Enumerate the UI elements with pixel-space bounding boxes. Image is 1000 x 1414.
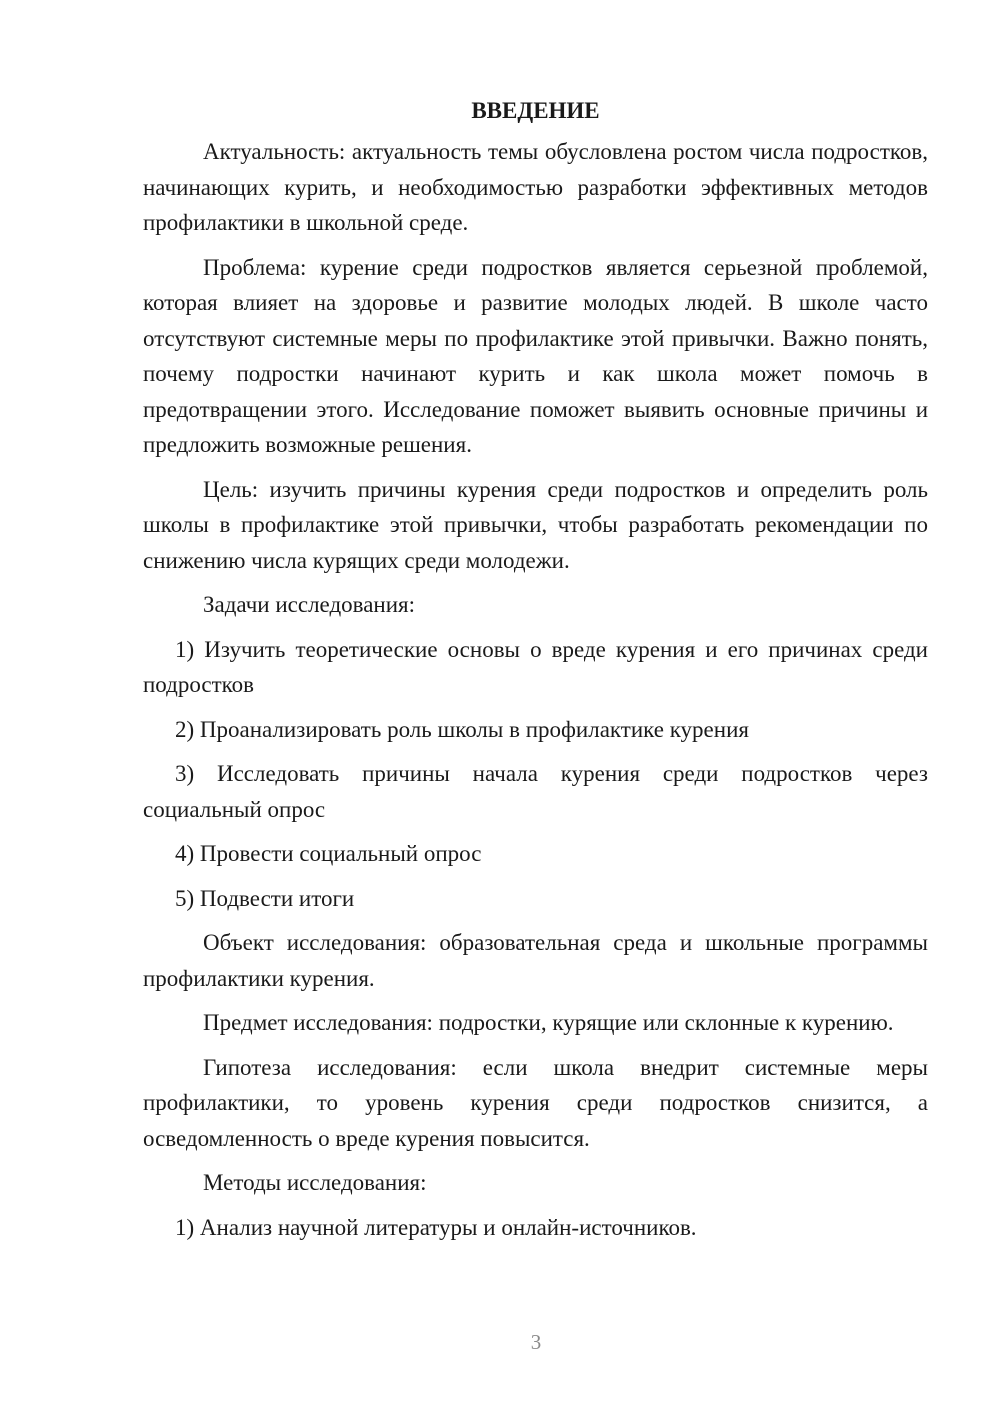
task-item-3: 3) Исследовать причины начала курения среди подростков через социальный опрос xyxy=(143,761,928,822)
paragraph-relevance: Актуальность: актуальность темы обусловлена ростом числа подростков, начинающих курить, и необходимостью разработки эффективных методов профилактики в школьной среде. xyxy=(143,139,928,235)
tasks-heading: Задачи исследования: xyxy=(203,592,416,617)
paragraph-object: Объект исследования: образовательная среда и школьные программы профилактики курения. xyxy=(143,930,928,991)
section-title: ВВЕДЕНИЕ xyxy=(471,98,600,123)
document-body xyxy=(143,96,928,1254)
paragraph-goal: Цель: изучить причины курения среди подростков и определить роль школы в профилактике этой привычки, чтобы разработать рекомендации по снижению числа курящих среди молодежи. xyxy=(143,476,928,573)
method-item-1: 1) Анализ научной литературы и онлайн-источников. xyxy=(175,1214,697,1240)
task-item-2: 2) Проанализировать роль школы в профилактике курения xyxy=(175,716,749,742)
task-item-5: 5) Подвести итоги xyxy=(175,885,355,911)
task-item-1: 1) Изучить теоретические основы о вреде курения и его причинах среди подростков xyxy=(143,636,928,697)
page-number: 3 xyxy=(530,1330,542,1354)
task-item-4: 4) Провести социальный опрос xyxy=(175,841,482,866)
paragraph-problem: Проблема: курение среди подростков является серьезной проблемой, которая влияет на здоровье и развитие молодых людей. В школе часто отсутствуют системные меры по профилактике этой привычки. Важно понять, почему подростки начинают курить и как школа может помочь в предотвращении этого. Исследование поможет выявить основные причины и предложить возможные решения. xyxy=(143,254,928,457)
paragraph-subject: Предмет исследования: подростки, курящие или склонные к курению. xyxy=(203,1010,894,1035)
methods-heading: Методы исследования: xyxy=(203,1170,427,1195)
paragraph-hypothesis: Гипотеза исследования: если школа внедрит системные меры профилактики, то уровень курения среди подростков снизится, а осведомленность о вреде курения повысится. xyxy=(143,1054,928,1151)
